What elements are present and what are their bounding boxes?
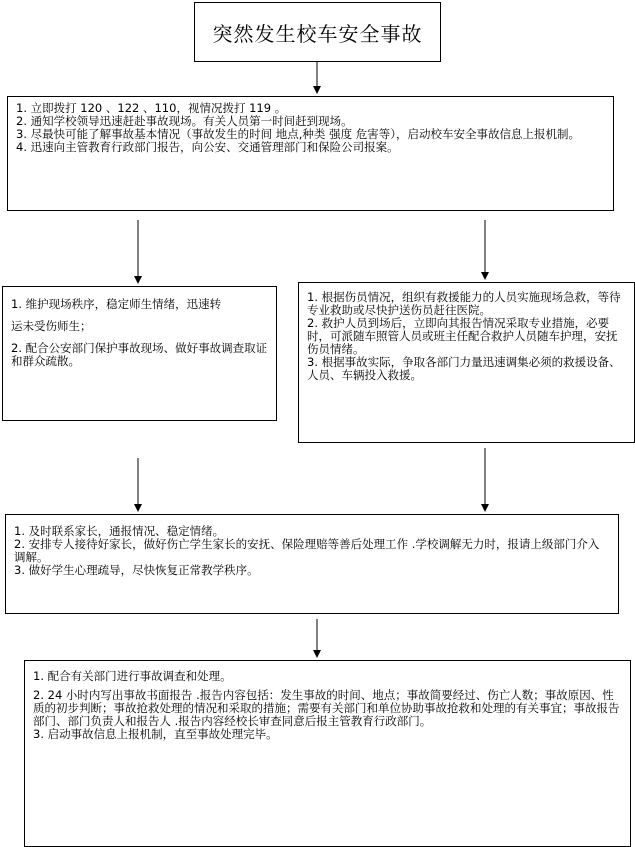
step-2-1b: 运未受伤师生； (11, 319, 92, 333)
step-2-2: 2. 配合公安部门保护事故现场、做好事故调查取证和群众疏散。 (11, 341, 268, 368)
step-4-1: 1. 及时联系家长，通报情况、稳定情绪。 (14, 524, 225, 538)
step-1-4: 4. 迅速向主管教育行政部门报告，向公安、交通管理部门和保险公司报案。 (16, 140, 399, 154)
step-3-2: 2. 救护人员到场后，立即向其报告情况采取专业措施，必要时，可派随车照管人员或班主任配合救护人员随车护理，安抚伤员情绪。 (307, 316, 618, 356)
step-2-1a: 1. 维护现场秩序，稳定师生情绪，迅速转 (11, 297, 222, 311)
step-5-3: 3. 启动事故信息上报机制，直至事故处理完毕。 (33, 727, 278, 741)
step-4-2: 2. 安排专人接待好家长，做好伤亡学生家长的安抚、保险理赔等善后处理工作 .学校调解无力时，报请上级部门介入调解。 (14, 537, 600, 564)
step-1-1: 1. 立即拨打 120 、122 、110，视情况拨打 119 。 (16, 101, 287, 115)
step-1-2: 2. 通知学校领导迅速赶赴事故现场。有关人员第一时间赶到现场。 (16, 114, 353, 128)
step-3-1: 1. 根据伤员情况，组织有救援能力的人员实施现场急救，等待专业救助或尽快护送伤员赶往医院。 (307, 290, 621, 317)
step-1-3: 3. 尽最快可能了解事故基本情况（事故发生的时间 地点,种类 强度 危害等），启动校车安全事故信息上报机制。 (16, 127, 580, 141)
diagram-title: 突然发生校车安全事故 (212, 21, 423, 46)
step-5-1: 1. 配合有关部门进行事故调查和处理。 (33, 669, 232, 683)
step-5-2: 2. 24 小时内写出事故书面报告 .报告内容包括：发生事故的时间、地点；事故简要经过、伤亡人数；事故原因、性质的初步判断；事故抢救处理的情况和采取的措施；需要有关部门和单位协助事故抢救和处理的有关事宜；事故报告部门、部门负责人和报告人 .报告内容经校长审查同意后报主管教育行政部门。 (33, 688, 620, 728)
step-4-3: 3. 做好学生心理疏导，尽快恢复正常教学秩序。 (14, 563, 259, 577)
step-3-3: 3. 根据事故实际，争取各部门力量迅速调集必须的救援设备、人员、车辆投入救援。 (307, 355, 621, 382)
